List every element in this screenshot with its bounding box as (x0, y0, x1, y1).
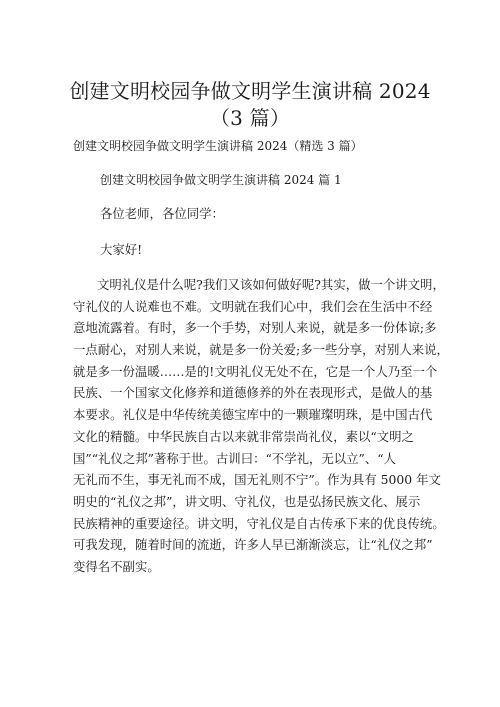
paragraph-line: 民族精神的重要途径。讲文明，守礼仪是自古传承下来的优良传统。 (73, 515, 445, 531)
paragraph-line: 文化的精髓。中华民族自古以来就非常崇尚礼仪，素以“文明之 (73, 428, 414, 444)
document-subtitle: 创建文明校园争做文明学生演讲稿 2024（精选 3 篇） (73, 139, 363, 153)
paragraph-line: 变得名不副实。 (73, 558, 160, 574)
paragraph-line: 国”“礼仪之邦”著称于世。古训曰：“不学礼，无以立”、“人 (73, 450, 396, 466)
paragraph-line: 无礼而不生，事无礼而不成，国无礼则不宁”。作为具有 5000 年文 (73, 472, 441, 488)
document-title (50, 78, 450, 132)
title-line-2: （3 篇） (209, 106, 291, 130)
section-heading: 创建文明校园争做文明学生演讲稿 2024 篇 1 (100, 173, 342, 187)
greeting-salutation: 各位老师，各位同学： (100, 206, 224, 221)
greeting-hello: 大家好! (100, 242, 143, 257)
paragraph-line: 守礼仪的人说难也不难。文明就在我们心中，我们会在生活中不经 (73, 298, 433, 314)
body-paragraph (73, 274, 449, 578)
paragraph-line: 文明礼仪是什么呢?我们又该如何做好呢?其实，做一个讲文明， (97, 277, 445, 292)
paragraph-line: 本要求。礼仪是中华传统美德宝库中的一颗璀璨明珠，是中国古代 (73, 407, 433, 423)
paragraph-line: 民族、一个国家文化修养和道德修养的外在表现形式，是做人的基 (73, 385, 433, 401)
paragraph-line: 明史的“礼仪之邦”，讲文明、守礼仪，也是弘扬民族文化、展示 (73, 493, 421, 509)
paragraph-line: 一点耐心，对别人来说，就是多一份关爱;多一些分享，对别人来说， (73, 342, 449, 358)
paragraph-line: 可我发现，随着时间的流逝，许多人早已渐渐淡忘，让“礼仪之邦” (73, 537, 433, 553)
paragraph-line: 就是多一份温暖……是的!文明礼仪无处不在，它是一个人乃至一个 (73, 363, 438, 379)
title-line-1: 创建文明校园争做文明学生演讲稿 2024 (69, 79, 431, 103)
paragraph-line: 意地流露着。有时，多一个手势，对别人来说，就是多一份体谅;多 (73, 320, 437, 336)
